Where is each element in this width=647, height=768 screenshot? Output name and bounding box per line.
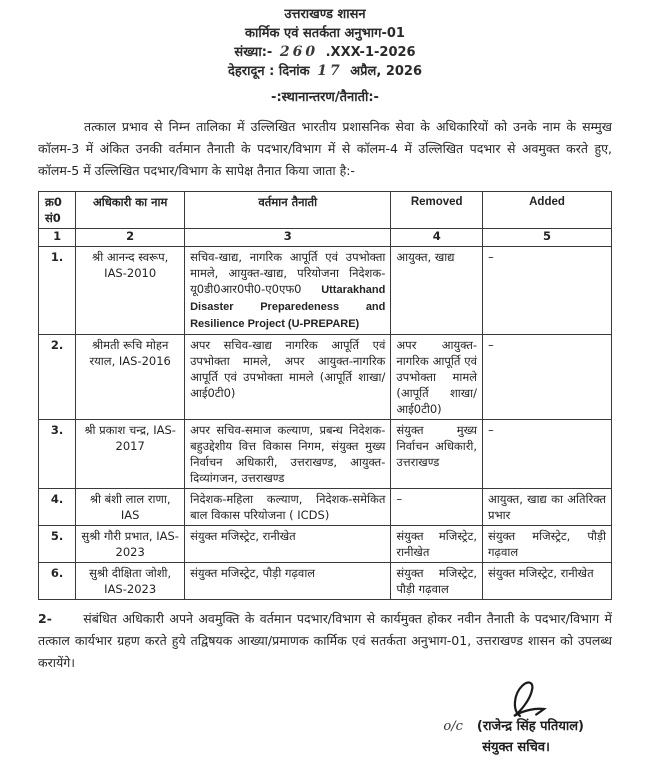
col-num-1: 1 [39, 229, 76, 247]
cell-added: संयुक्त मजिस्ट्रेट, पौड़ी गढ़वाल [483, 526, 612, 563]
cell-serial: 1. [39, 247, 76, 335]
table-row [39, 489, 612, 526]
paragraph-2-number: 2- [38, 611, 52, 626]
header-serial: क्र0 सं0 [39, 192, 76, 229]
paragraph-2-text: संबंधित अधिकारी अपने अवमुक्ति के वर्तमान पदभार/विभाग से कार्यमुक्त होकर नवीन तैनाती के पदभार/विभाग में तत्काल कार्यभार ग्रहण करते हुये तद्विषयक आख्या/प्रमाणक कार्मिक एवं सतर्कता अनुभाग-01, उत्तराखण्ड शासन को उपलब्ध करायेंगे। [38, 611, 612, 670]
ref-number-handwritten: 260 [279, 44, 319, 60]
intro-paragraph: तत्काल प्रभाव से निम्न तालिका में उल्लिखित भारतीय प्रशासनिक सेवा के अधिकारियों को उनके नाम के सम्मुख कॉलम-3 में अंकित उनकी वर्तमान तैनाती के पदभार/विभाग में से कॉलम-4 में उल्लिखित पदभार से अवमुक्त करते हुए, कॉलम-5 में उल्लिखित पदभार/विभाग के सापेक्ष तैनात किया जाता है:- [38, 119, 612, 178]
date-prefix: देहरादून : दिनांक [227, 64, 310, 79]
cell-added: – [483, 247, 612, 335]
cell-added: संयुक्त मजिस्ट्रेट, रानीखेत [483, 563, 612, 600]
signature-block [38, 676, 612, 755]
cell-added: – [483, 420, 612, 489]
cell-serial: 5. [39, 526, 76, 563]
cell-current-posting: संयुक्त मजिस्ट्रेट, रानीखेत [185, 526, 391, 563]
header-current-posting: वर्तमान तैनाती [185, 192, 391, 229]
date-suffix: अप्रैल, 2026 [350, 64, 423, 79]
cell-officer-name: सुश्री गौरी प्रभात, IAS-2023 [76, 526, 185, 563]
department-name: कार्मिक एवं सतर्कता अनुभाग-01 [245, 26, 405, 41]
col-num-5: 5 [483, 229, 612, 247]
cell-serial: 3. [39, 420, 76, 489]
header-officer-name: अधिकारी का नाम [76, 192, 185, 229]
document-header [38, 5, 612, 107]
table-header-row [39, 192, 612, 229]
cell-officer-name: श्री प्रकाश चन्द्र, IAS-2017 [76, 420, 185, 489]
table-row [39, 526, 612, 563]
date-line [38, 62, 612, 81]
org-name: उत्तराखण्ड शासन [284, 7, 366, 22]
cell-removed: संयुक्त मजिस्ट्रेट, पौड़ी गढ़वाल [391, 563, 483, 600]
cell-serial: 4. [39, 489, 76, 526]
cell-current-posting: सचिव-खाद्य, नागरिक आपूर्ति एवं उपभोक्ता मामले, आयुक्त-खाद्य, परियोजना निदेशक- यू0डी0आर0पी0-ए0एफ0 Uttarakhand Disaster Preparedeness and Resilience Project (U-PREPARE) [185, 247, 391, 335]
cell-officer-name: श्री आनन्द स्वरूप, IAS-2010 [76, 247, 185, 335]
ref-number-suffix: .XXX-1-2026 [325, 45, 416, 60]
table-row [39, 563, 612, 600]
cell-removed: आयुक्त, खाद्य [391, 247, 483, 335]
table-row [39, 335, 612, 420]
cell-officer-name: सुश्री दीक्षिता जोशी, IAS-2023 [76, 563, 185, 600]
cell-removed: संयुक्त मुख्य निर्वाचन अधिकारी, उत्तराखण्ड [391, 420, 483, 489]
transfer-table [38, 191, 612, 600]
cell-current-posting: अपर सचिव-समाज कल्याण, प्रबन्ध निदेशक- बहुउद्देशीय वित्त विकास निगम, संयुक्त मुख्य निर्वाचन अधिकारी, उत्तराखण्ड, आयुक्त- दिव्यांगजन, उत्तराखण्ड [185, 420, 391, 489]
column-number-row [39, 229, 612, 247]
ref-number-prefix: संख्या:- [234, 45, 273, 60]
cell-removed: संयुक्त मजिस्ट्रेट, रानीखेत [391, 526, 483, 563]
cell-serial: 2. [39, 335, 76, 420]
cell-removed: अपर आयुक्त- नागरिक आपूर्ति एवं उपभोक्ता मामले (आपूर्ति शाखा/ आई0टी0) [391, 335, 483, 420]
oc-mark: o/c [443, 719, 463, 734]
signatory-row [443, 716, 584, 734]
cell-current-posting: निदेशक-महिला कल्याण, निदेशक-समेकित बाल विकास परियोजना ( ICDS) [185, 489, 391, 526]
header-added: Added [483, 192, 612, 229]
cell-added: – [483, 335, 612, 420]
header-removed: Removed [391, 192, 483, 229]
signature-icon [490, 676, 554, 720]
cell-officer-name: श्रीमती रूचि मोहन रयाल, IAS-2016 [76, 335, 185, 420]
cell-officer-name: श्री बंशी लाल राणा, IAS [76, 489, 185, 526]
table-row [39, 420, 612, 489]
paragraph-2 [38, 608, 612, 674]
cell-removed: – [391, 489, 483, 526]
signatory-name: (राजेन्द्र सिंह पतियाल) [476, 719, 584, 734]
ref-number-line [38, 43, 612, 62]
subject-line: -:स्थानान्तरण/तैनाती:- [271, 90, 379, 105]
cell-current-posting: अपर सचिव-खाद्य नागरिक आपूर्ति एवं उपभोक्ता मामले, अपर आयुक्त-नागरिक आपूर्ति एवं उपभोक्ता मामले (आपूर्ति शाखा/ आई0टी0) [185, 335, 391, 420]
col-num-2: 2 [76, 229, 185, 247]
cell-current-posting: संयुक्त मजिस्ट्रेट, पौड़ी गढ़वाल [185, 563, 391, 600]
cell-added: आयुक्त, खाद्य का अतिरिक्त प्रभार [483, 489, 612, 526]
col-num-3: 3 [185, 229, 391, 247]
table-row [39, 247, 612, 335]
cell-serial: 6. [39, 563, 76, 600]
date-handwritten: 17 [317, 63, 343, 79]
signatory-title: संयुक्त सचिव। [482, 740, 550, 755]
col-num-4: 4 [391, 229, 483, 247]
